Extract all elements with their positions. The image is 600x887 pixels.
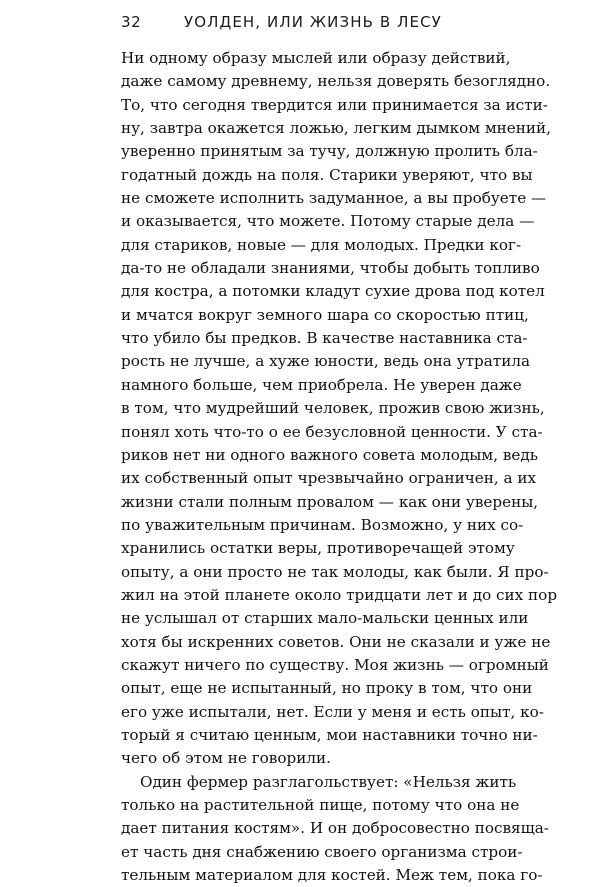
text-line: и мчатся вокруг земного шара со скоростью птиц, (121, 305, 529, 324)
running-head (121, 13, 541, 37)
text-line: что убило бы предков. В качестве наставника ста- (121, 329, 528, 348)
text-line: тельным материалом для костей. Меж тем, пока го- (121, 866, 543, 885)
text-line: хотя бы искренних советов. Они не сказали и уже не (121, 632, 551, 651)
text-line: не услышал от старших мало-мальски ценных или (121, 609, 529, 628)
text-line: даже самому древнему, нельзя доверять безоглядно. (121, 72, 551, 91)
text-line: только на растительной пище, потому что она не (121, 796, 520, 814)
text-line: уверенно принятым за тучу, должную пролить бла- (121, 142, 538, 161)
text-line: понял хоть что-то о ее безусловной ценности. У ста- (121, 422, 543, 441)
text-line: не сможете исполнить задуманное, а вы пробуете — (121, 189, 547, 208)
page-number: 32 (121, 13, 142, 31)
text-line: для костра, а потомки кладут сухие дрова под котел (121, 282, 545, 301)
text-line: дает питания костям». И он добросовестно посвяща- (121, 819, 549, 838)
text-line: намного больше, чем приобрела. Не уверен даже (121, 375, 522, 394)
text-line: рость не лучше, а хуже юности, ведь она утратила (121, 352, 531, 371)
paragraph-end-line: чего об этом не говорили. (121, 749, 331, 768)
text-line: хранились остатки веры, противоречащей этому (121, 539, 515, 558)
text-line: и оказывается, что можете. Потому старые дела — (121, 212, 535, 231)
text-line: риков нет ни одного важного совета молодым, ведь (121, 445, 539, 464)
text-line: для стариков, новые — для молодых. Предки ког- (121, 235, 522, 254)
text-line: опыт, еще не испытанный, но проку в том, что они (121, 679, 533, 698)
running-title: УОЛДЕН, ИЛИ ЖИЗНЬ В ЛЕСУ (184, 13, 442, 31)
text-line: жизни стали полным провалом — как они уверены, (121, 492, 539, 511)
text-line: по уважительным причинам. Возможно, у них со- (121, 515, 524, 534)
text-line: скажут ничего по существу. Моя жизнь — огромный (121, 655, 549, 674)
text-line: да-то не обладали знаниями, чтобы добыть топливо (121, 259, 540, 278)
text-line: опыту, а они просто не так молоды, как были. Я про- (121, 562, 549, 581)
text-line: ет часть дня снабжению своего организма строи- (121, 842, 523, 861)
text-line: его уже испытали, нет. Если у меня и есть опыт, ко- (121, 702, 544, 721)
paragraph-first-line: Один фермер разглагольствует: «Нельзя жить (140, 772, 517, 791)
body-text (121, 47, 558, 887)
text-line: ну, завтра окажется ложью, легким дымком мнений, (121, 119, 551, 138)
text-line: жил на этой планете около тридцати лет и до сих пор (121, 585, 558, 604)
text-line: в том, что мудрейший человек, прожив свою жизнь, (121, 399, 545, 418)
text-line: их собственный опыт чрезвычайно ограничен, а их (121, 469, 537, 488)
text-line: торый я считаю ценным, мои наставники точно ни- (121, 725, 538, 744)
text-line: Ни одному образу мыслей или образу действий, (121, 49, 511, 67)
text-line: То, что сегодня твердится или принимается за исти- (121, 95, 548, 114)
text-line: годатный дождь на поля. Старики уверяют, что вы (121, 165, 533, 184)
